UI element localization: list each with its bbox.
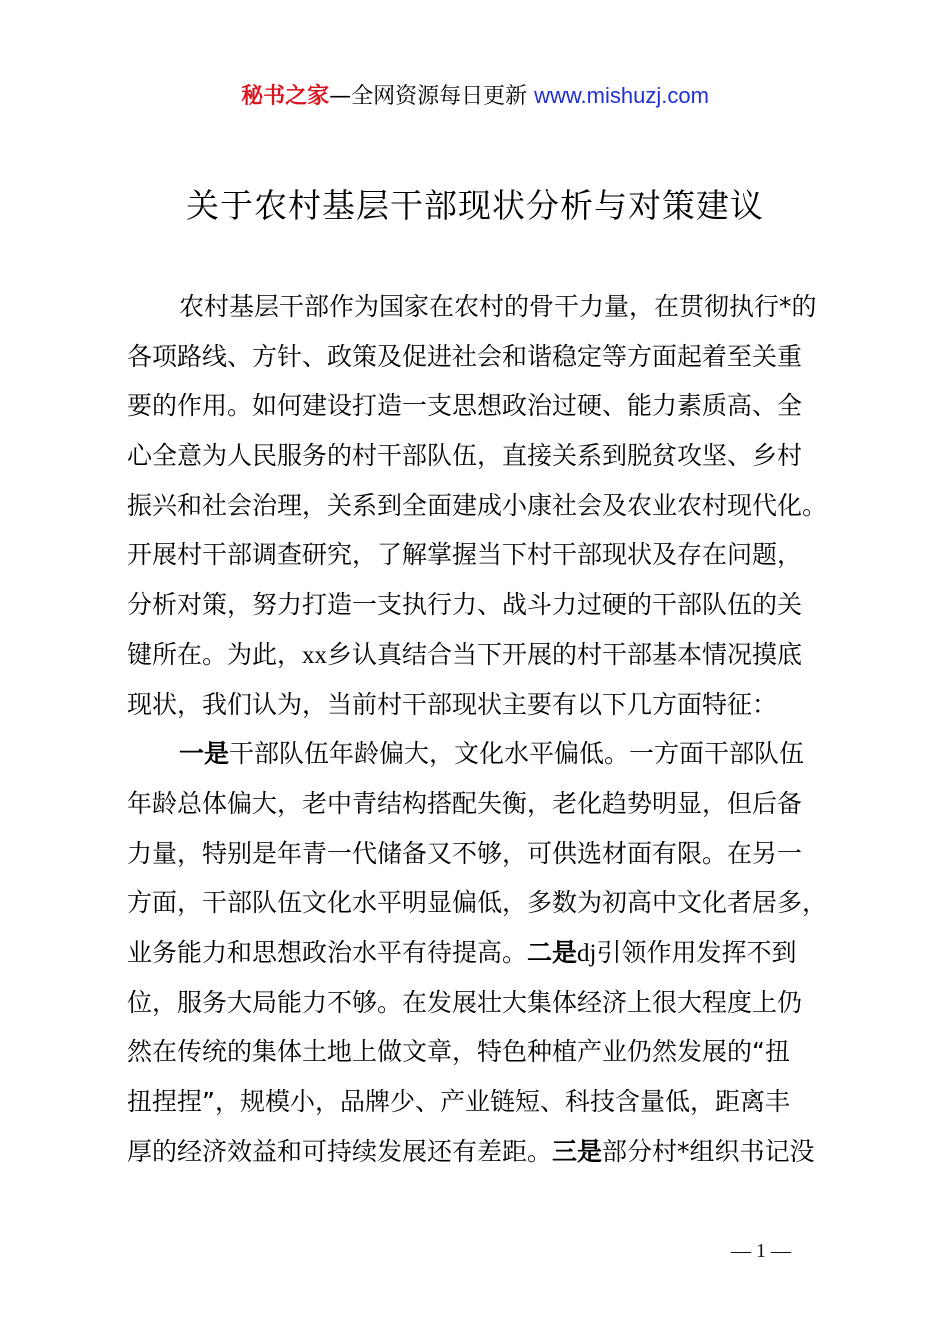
line-segment: 乡认真结合当下开展的村干部基本情况摸底 bbox=[327, 639, 803, 669]
body-line: 力量，特别是年青一代储备又不够，可供选材面有限。在另一 bbox=[127, 838, 803, 868]
site-banner bbox=[0, 78, 950, 115]
banner-slogan: 全网资源每日更新 bbox=[351, 84, 528, 109]
point-marker-bold: 一是 bbox=[179, 739, 230, 769]
body-line: 年龄总体偏大，老中青结构搭配失衡，老化趋势明显，但后备 bbox=[127, 788, 803, 818]
site-url-link[interactable]: www.mishuzj.com bbox=[534, 83, 709, 108]
body-line: 方面，干部队伍文化水平明显偏低，多数为初高中文化者居多， bbox=[127, 888, 828, 918]
point-marker-bold: 三是 bbox=[552, 1136, 603, 1166]
line-segment: 干部队伍年龄偏大，文化水平偏低。一方面干部队伍 bbox=[229, 739, 805, 769]
body-line: 各项路线、方针、政策及促进社会和谐稳定等方面起着至关重 bbox=[127, 341, 803, 371]
line-segment: 引领作用发挥不到 bbox=[596, 937, 797, 967]
point-marker-bold: 二是 bbox=[527, 937, 578, 967]
body-line: 要的作用。如何建设打造一支思想政治过硬、能力素质高、全 bbox=[127, 391, 803, 421]
body-line bbox=[127, 729, 847, 779]
body-line bbox=[127, 1127, 847, 1177]
document-body bbox=[127, 282, 847, 1176]
document-title: 关于农村基层干部现状分析与对策建议 bbox=[186, 186, 764, 225]
body-line: 扭捏捏”，规模小，品牌少、产业链短、科技含量低，距离丰 bbox=[127, 1087, 790, 1116]
brand-name: 秘书之家 bbox=[241, 84, 330, 109]
body-line bbox=[127, 928, 847, 978]
body-line: 开展村干部调查研究，了解掌握当下村干部现状及存在问题， bbox=[127, 540, 803, 570]
line-segment: dj bbox=[577, 939, 597, 967]
body-line: 振兴和社会治理，关系到全面建成小康社会及农业农村现代化。 bbox=[127, 490, 828, 520]
page-number: — 1 — bbox=[731, 1240, 791, 1262]
body-line: 农村基层干部作为国家在农村的骨干力量，在贯彻执行*的 bbox=[179, 292, 817, 321]
body-line: 现状，我们认为，当前村干部现状主要有以下几方面特征： bbox=[127, 689, 778, 719]
banner-dash: — bbox=[329, 84, 352, 109]
body-line: 分析对策，努力打造一支执行力、战斗力过硬的干部队伍的关 bbox=[127, 590, 803, 620]
line-segment: xx bbox=[302, 641, 328, 669]
body-line: 然在传统的集体土地上做文章，特色种植产业仍然发展的“扭 bbox=[127, 1037, 790, 1067]
line-segment: 厚的经济效益和可持续发展还有差距。 bbox=[127, 1136, 553, 1166]
line-segment: 键所在。为此， bbox=[127, 639, 303, 669]
body-line bbox=[127, 630, 847, 680]
body-line: 位，服务大局能力不够。在发展壮大集体经济上很大程度上仍 bbox=[127, 987, 803, 1017]
line-segment: 业务能力和思想政治水平有待提高。 bbox=[127, 937, 528, 967]
body-line: 心全意为人民服务的村干部队伍，直接关系到脱贫攻坚、乡村 bbox=[127, 441, 803, 471]
line-segment: 部分村*组织书记没 bbox=[602, 1136, 815, 1166]
